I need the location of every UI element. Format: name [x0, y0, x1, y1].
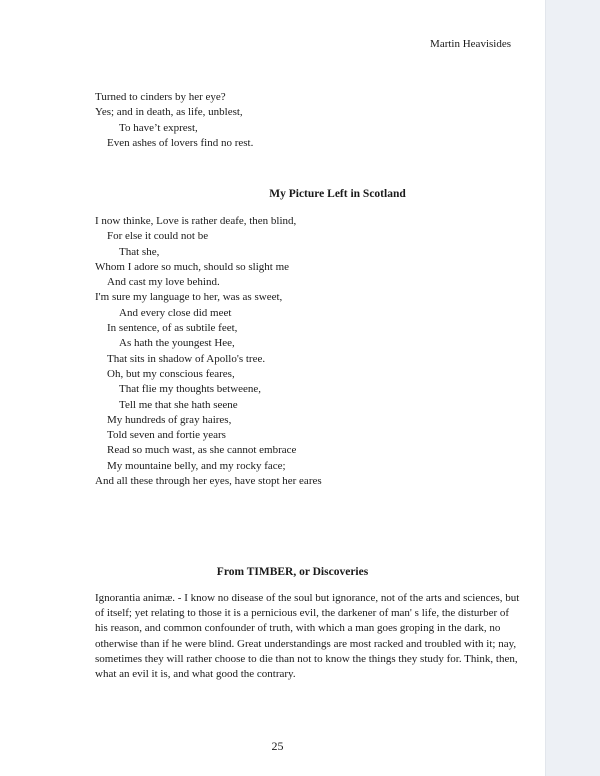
poem-line: And cast my love behind. — [107, 276, 220, 289]
poem-line: Yes; and in death, as life, unblest, — [95, 106, 243, 119]
poem-line: Tell me that she hath seene — [119, 398, 238, 411]
poem-line: And all these through her eyes, have stopt her eares — [95, 475, 322, 488]
poem-line: As hath the youngest Hee, — [119, 337, 235, 350]
page-number: 25 — [271, 739, 284, 753]
poem-line: I now thinke, Love is rather deafe, then blind, — [95, 215, 297, 227]
poem-line: That flie my thoughts betweene, — [119, 383, 262, 396]
poem-line: Turned to cinders by her eye? — [95, 91, 226, 103]
poem-line: In sentence, of as subtile feet, — [107, 322, 238, 335]
poem-line: For else it could not be — [107, 230, 209, 243]
poem-line: Told seven and fortie years — [107, 429, 226, 442]
timber-paragraph: Ignorantia animæ. - I know no disease of the soul but ignorance, not of the arts and sciences, but of itself; yet relating to those it is a pernicious evil, the darkener of man' s life, the disturber of his reason, and common confounder of truth, with which a man goes groping in the dark, no otherwise than if he were blind. Great understandings are most racked and troubled with it; nay, sometimes they will rather choose to die than not to know the things they study for. Think, then, what an evil it is, and what good the contrary. — [95, 592, 520, 681]
poem-line: I'm sure my language to her, was as sweet, — [95, 291, 283, 304]
poem-line: That sits in shadow of Apollo's tree. — [107, 352, 266, 365]
poem-line: Read so much wast, as she cannot embrace — [107, 444, 297, 457]
poem-line: And every close did meet — [119, 306, 232, 319]
poem-stanza-continued — [95, 90, 253, 151]
poem-line: My mountaine belly, and my rocky face; — [107, 459, 286, 472]
poem-title: My Picture Left in Scotland — [269, 188, 406, 200]
poem-line: Oh, but my conscious feares, — [107, 367, 235, 380]
poem-line: Whom I adore so much, should so slight me — [95, 260, 290, 273]
poem-line: Even ashes of lovers find no rest. — [107, 136, 254, 149]
viewer-side-panel — [545, 0, 600, 776]
section-title-timber: From TIMBER, or Discoveries — [216, 566, 369, 578]
poem-body — [95, 214, 322, 489]
poem-line: To have’t exprest, — [119, 121, 198, 134]
poem-line: That she, — [119, 245, 160, 258]
poem-line: My hundreds of gray haires, — [107, 413, 232, 426]
running-header-author: Martin Heavisides — [430, 38, 511, 50]
